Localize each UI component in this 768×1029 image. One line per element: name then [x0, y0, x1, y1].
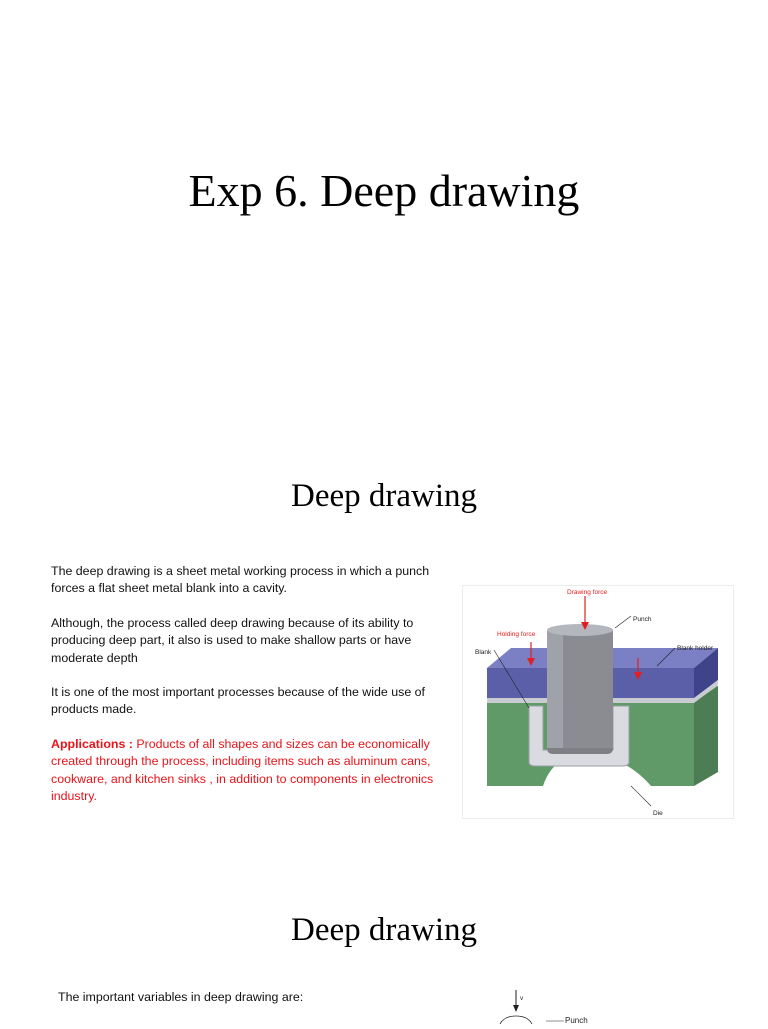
variables-intro-text: The important variables in deep drawing are:: [58, 990, 304, 1004]
slide-heading: Deep drawing: [290, 478, 477, 514]
label-die: Die: [653, 810, 663, 817]
slide-heading: Deep drawing: [290, 912, 477, 948]
variables-diagram: [460, 982, 760, 1024]
page-title: Exp 6. Deep drawing: [188, 165, 580, 216]
label-blank: Blank: [475, 649, 492, 656]
label-punch: Punch: [633, 616, 652, 623]
label-holding-force: Holding force: [497, 631, 536, 638]
label-blank-holder: Blank holder: [677, 645, 714, 652]
slide-deep-drawing-intro: [0, 432, 768, 864]
label-drawing-force: Drawing force: [567, 589, 608, 596]
paragraph: The deep drawing is a sheet metal working process in which a punch forces a flat sheet metal blank into a cavity.: [51, 564, 430, 596]
paragraph: It is one of the most important processes because of the wide use of products made.: [51, 685, 425, 717]
paragraph: Although, the process called deep drawing because of its ability to producing deep part, it also is used to make shallow parts or have moderate depth: [51, 615, 414, 665]
punch-top: [547, 624, 613, 636]
applications-paragraph: [51, 736, 456, 806]
label-punch-2: Punch: [565, 1016, 588, 1024]
applications-label: Applications :: [51, 736, 133, 751]
body-text: [51, 563, 456, 822]
slide-title-page: [0, 0, 768, 432]
die-side-face: [694, 686, 718, 786]
deep-drawing-diagram: [462, 585, 734, 819]
label-v: v: [520, 995, 524, 1002]
slide-deep-drawing-variables: [0, 864, 768, 1024]
applications-text: Products of all shapes and sizes can be economically created through the process, including items such as aluminum cans, cookware, and kitchen sinks , in addition to components in electronics industry.: [51, 736, 434, 804]
